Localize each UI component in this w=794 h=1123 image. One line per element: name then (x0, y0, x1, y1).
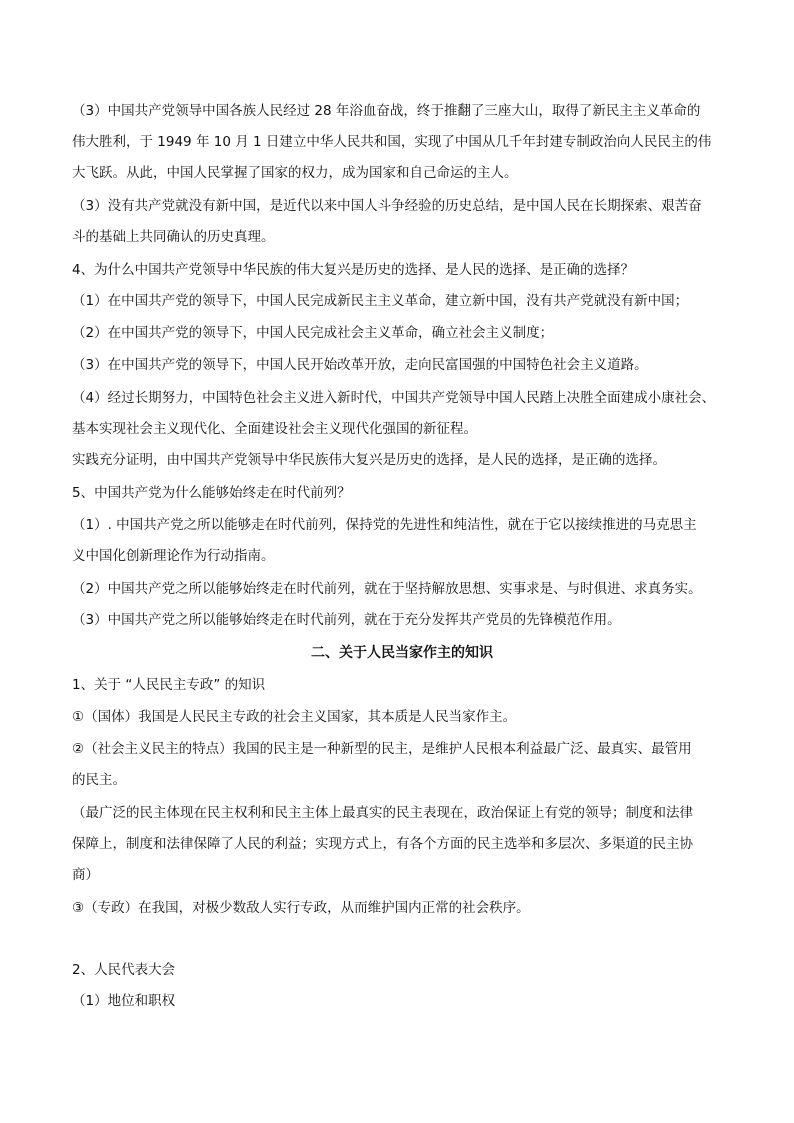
text-line: 商） (72, 867, 99, 883)
text-line: ②（社会主义民主的特点）我国的民主是一种新型的民主，是维护人民根本利益最广泛、最真实、最管用 (72, 741, 692, 757)
text-line: 实践充分证明，由中国共产党领导中华民族伟大复兴是历史的选择，是人民的选择，是正确的选择。 (72, 452, 666, 468)
text-line: ①（国体）我国是人民民主专政的社会主义国家，其本质是人民当家作主。 (72, 709, 517, 725)
text-line: （2）在中国共产党的领导下，中国人民完成社会主义革命，确立社会主义制度； (72, 325, 554, 341)
text-line: （2）中国共产党之所以能够始终走在时代前列，就在于坚持解放思想、实事求是、与时俱进、求真务实。 (72, 581, 702, 597)
text-line: 伟大胜利，于 1949 年 10 月 1 日建立中华人民共和国，实现了中国从几千年封建专制政治向人民民主的伟 (72, 134, 712, 150)
section-heading: 二、关于人民当家作主的知识 (311, 645, 493, 661)
text-line: （3）在中国共产党的领导下，中国人民开始改革开放，走向民富国强的中国特色社会主义道路。 (72, 357, 648, 373)
text-line: （3）没有共产党就没有新中国，是近代以来中国人斗争经验的历史总结，是中国人民在长期探索、艰苦奋 (72, 198, 702, 214)
text-line: 大飞跃。从此，中国人民掌握了国家的权力，成为国家和自己命运的主人。 (72, 165, 518, 181)
text-line: 4、为什么中国共产党领导中华民族的伟大复兴是历史的选择、是人民的选择、是正确的选择？ (72, 262, 635, 278)
text-line: 保障上，制度和法律保障了人民的利益；实现方式上，有各个方面的民主选举和多层次、多渠道的民主协 (72, 836, 693, 852)
text-line: （最广泛的民主体现在民主权利和民主主体上最真实的民主表现在，政治保证上有党的领导；制度和法律 (72, 805, 693, 821)
text-line: （3）中国共产党之所以能够始终走在时代前列，就在于充分发挥共产党员的先锋模范作用。 (72, 612, 621, 628)
text-line: 义中国化创新理论作为行动指南。 (72, 548, 275, 564)
text-line: （1）在中国共产党的领导下，中国人民完成新民主主义革命，建立新中国，没有共产党就没有新中国； (72, 293, 689, 309)
text-line: （4）经过长期努力，中国特色社会主义进入新时代，中国共产党领导中国人民踏上决胜全面建成小康社会、 (72, 390, 716, 406)
text-line: 的民主。 (72, 772, 126, 788)
text-line: （3）中国共产党领导中国各族人民经过 28 年浴血奋战，终于推翻了三座大山，取得了新民主主义革命的 (72, 103, 701, 119)
text-line: （1）. 中国共产党之所以能够走在时代前列，保持党的先进性和纯洁性，就在于它以接续推进的马克思主 (72, 517, 697, 533)
text-line: 5、中国共产党为什么能够始终走在时代前列？ (72, 485, 351, 501)
text-line: 基本实现社会主义现代化、全面建设社会主义现代化强国的新征程。 (72, 421, 477, 437)
text-line: （1）地位和职权 (72, 993, 176, 1009)
text-line: 2、人民代表大会 (72, 962, 176, 978)
text-line: ③（专政）在我国，对极少数敌人实行专政，从而维护国内正常的社会秩序。 (72, 900, 530, 916)
text-line: 斗的基础上共同确认的历史真理。 (72, 229, 275, 245)
text-line: 1、关于 “人民民主专政” 的知识 (72, 677, 266, 693)
